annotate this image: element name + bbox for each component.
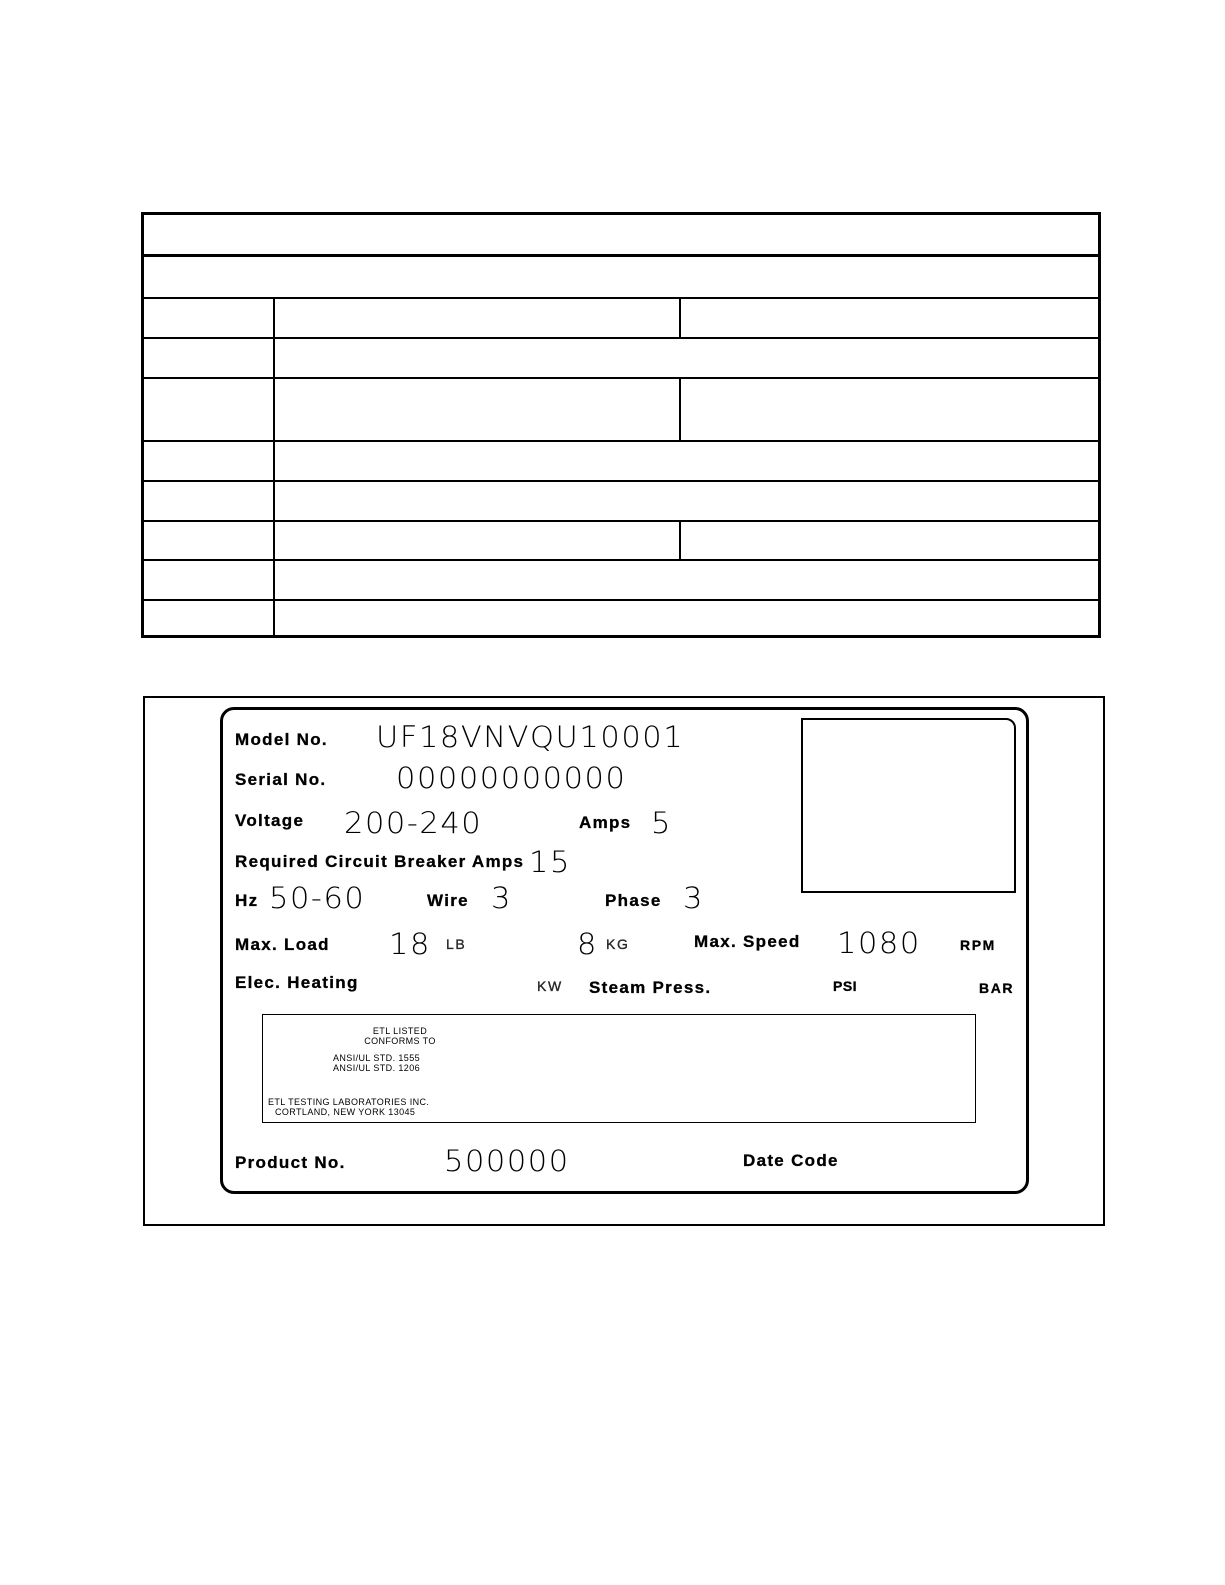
etl-listed-text: ETL LISTED — [372, 1026, 428, 1036]
voltage-label: Voltage — [235, 811, 305, 830]
breaker-label: Required Circuit Breaker Amps — [235, 852, 525, 871]
table-row-divider — [144, 520, 1098, 522]
amps-label: Amps — [579, 813, 632, 832]
table-row-divider — [144, 440, 1098, 442]
serial-value: 00000000000 — [396, 761, 627, 795]
hz-value: 50-60 — [269, 881, 366, 915]
date-code-label: Date Code — [743, 1151, 839, 1170]
product-label: Product No. — [235, 1153, 346, 1172]
table-row-divider — [144, 480, 1098, 482]
kw-unit: KW — [537, 978, 563, 994]
wire-value: 3 — [491, 881, 512, 915]
logo-placeholder-box — [801, 718, 1016, 893]
bar-unit: BAR — [979, 980, 1015, 996]
phase-label: Phase — [605, 891, 662, 910]
psi-unit: PSI — [833, 978, 858, 994]
table-column-divider — [679, 297, 681, 337]
max-load-label: Max. Load — [235, 935, 330, 954]
model-value: UF18VNVQU10001 — [376, 720, 685, 754]
table-column-divider — [679, 520, 681, 559]
etl-conforms-text: CONFORMS TO — [364, 1036, 436, 1046]
max-speed-label: Max. Speed — [694, 932, 801, 951]
table-row-divider — [144, 377, 1098, 379]
load-lb-value: 18 — [389, 927, 431, 961]
etl-lab-name: ETL TESTING LABORATORIES INC. — [268, 1097, 430, 1107]
nameplate-data-table — [141, 212, 1101, 638]
table-column-divider — [273, 297, 275, 638]
hz-label: Hz — [235, 891, 259, 910]
kg-unit: KG — [606, 936, 630, 952]
steam-press-label: Steam Press. — [589, 978, 712, 997]
load-kg-value: 8 — [577, 927, 598, 961]
table-row-divider — [144, 559, 1098, 561]
max-speed-value: 1080 — [837, 926, 921, 960]
voltage-value: 200-240 — [344, 806, 483, 840]
etl-lab-address: CORTLAND, NEW YORK 13045 — [275, 1107, 416, 1117]
amps-value: 5 — [651, 806, 672, 840]
wire-label: Wire — [427, 891, 469, 910]
table-row-divider — [144, 337, 1098, 339]
phase-value: 3 — [683, 881, 704, 915]
product-value: 500000 — [444, 1144, 570, 1178]
table-row-divider — [144, 297, 1098, 299]
serial-label: Serial No. — [235, 770, 327, 789]
breaker-value: 15 — [529, 845, 571, 879]
elec-heating-label: Elec. Heating — [235, 973, 359, 992]
table-header-row — [144, 215, 1098, 257]
model-label: Model No. — [235, 730, 328, 749]
lb-unit: LB — [446, 936, 467, 952]
table-column-divider — [679, 377, 681, 440]
etl-standard-1206: ANSI/UL STD. 1206 — [333, 1063, 421, 1073]
etl-standard-1555: ANSI/UL STD. 1555 — [333, 1053, 421, 1063]
rpm-unit: RPM — [960, 937, 996, 953]
table-row-divider — [144, 599, 1098, 601]
